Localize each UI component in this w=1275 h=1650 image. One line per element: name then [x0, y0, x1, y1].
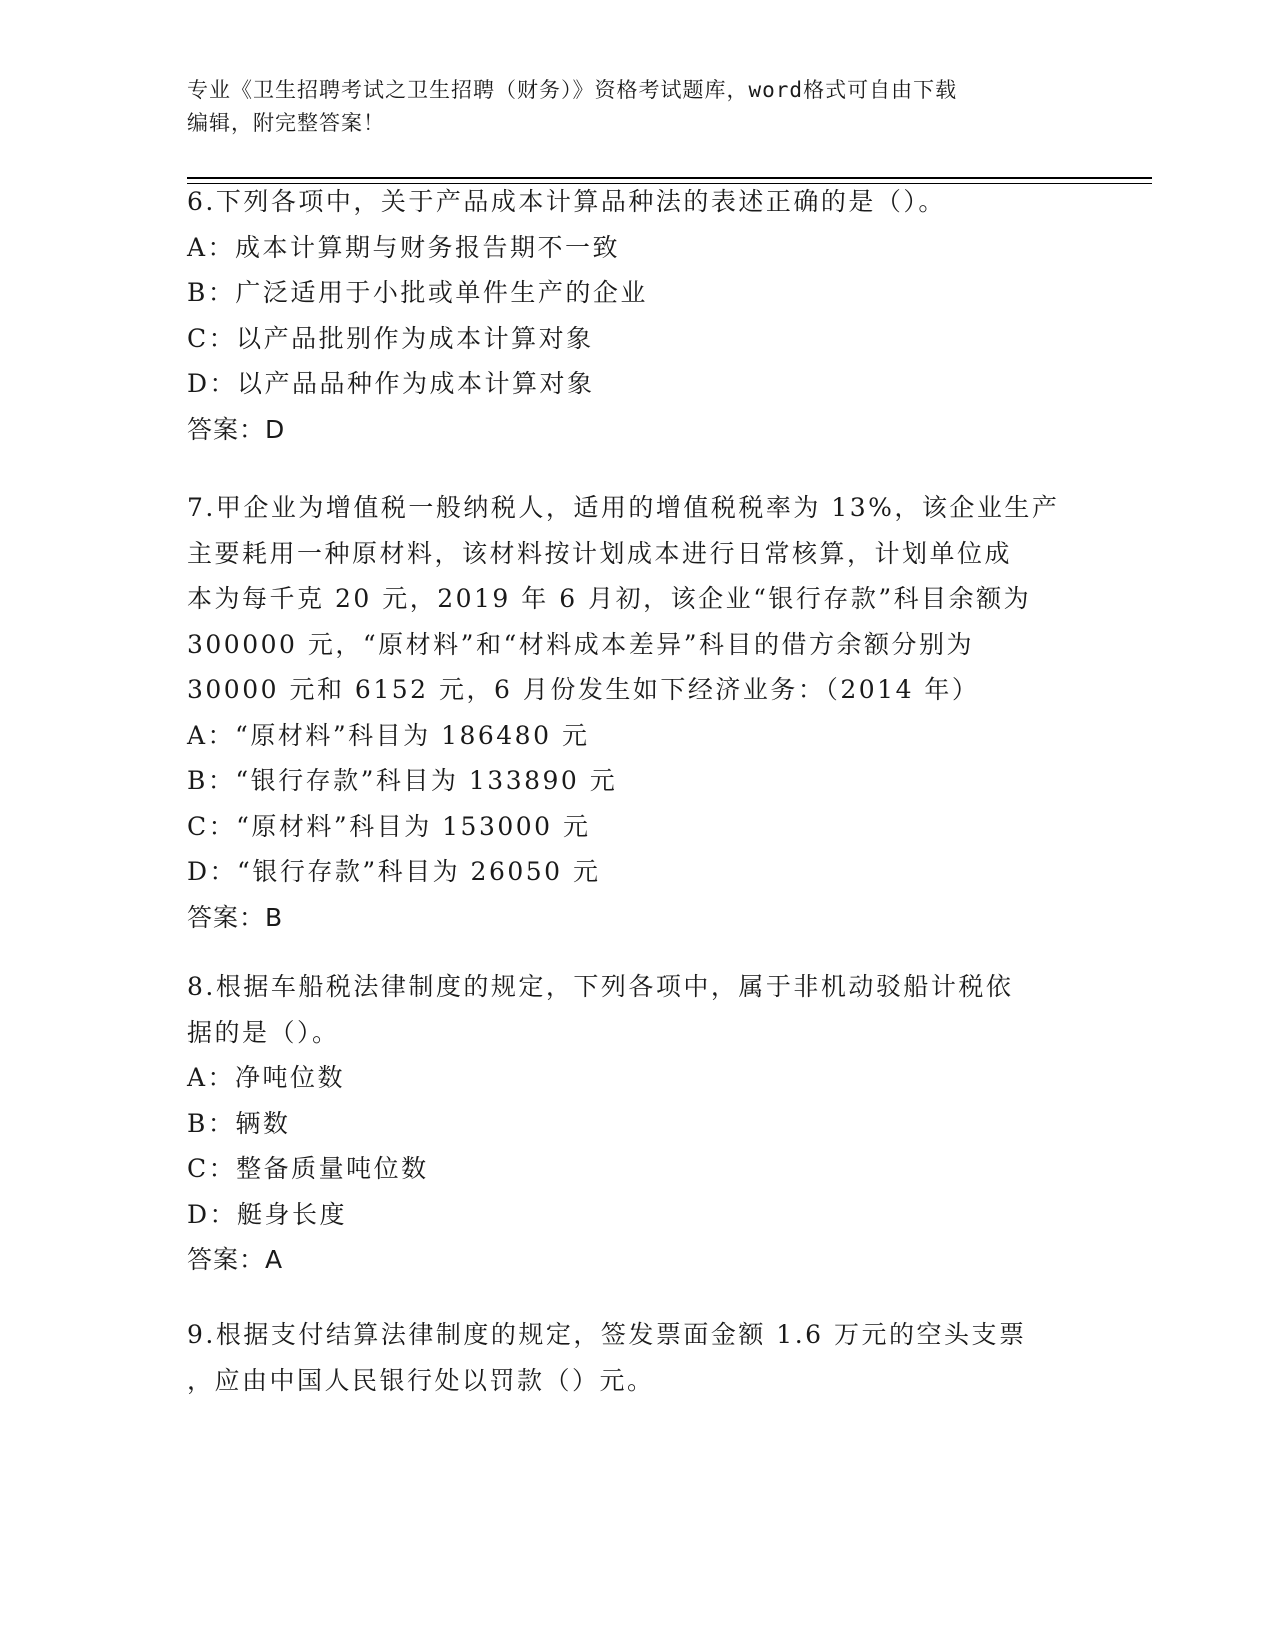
question-stem-line-1: 7.甲企业为增值税一般纳税人，适用的增值税税率为 13%，该企业生产 [187, 493, 1060, 522]
question-stem-line-3: 本为每千克 20 元，2019 年 6 月初，该企业“银行存款”科目余额为 [187, 584, 1032, 613]
header-line-2: 编辑，附完整答案！ [187, 111, 385, 135]
option-c: C：“原材料”科目为 153000 元 [187, 811, 591, 841]
option-a: A：成本计算期与财务报告期不一致 [187, 232, 621, 262]
question-7 [187, 485, 1087, 940]
option-b: B：“银行存款”科目为 133890 元 [187, 766, 618, 795]
question-8 [187, 964, 1087, 1283]
answer-label: 答案：D [187, 414, 286, 444]
question-9 [187, 1312, 1087, 1403]
option-c: C：整备质量吨位数 [187, 1154, 429, 1183]
document-header [187, 74, 1087, 140]
question-6 [187, 179, 1087, 452]
answer-label: 答案：B [187, 902, 284, 932]
header-line-1: 专业《卫生招聘考试之卫生招聘（财务）》资格考试题库，word格式可自由下载 [187, 78, 958, 102]
question-stem: 6.下列各项中，关于产品成本计算品种法的表述正确的是（）。 [187, 187, 946, 216]
question-stem-line-2: 据的是（）。 [187, 1017, 340, 1047]
option-a: A：“原材料”科目为 186480 元 [187, 720, 590, 750]
question-stem-line-2: ，应由中国人民银行处以罚款（）元。 [187, 1365, 655, 1395]
question-stem-line-2: 主要耗用一种原材料，该材料按计划成本进行日常核算，计划单位成 [187, 538, 1013, 568]
question-stem-line-4: 300000 元，“原材料”和“材料成本差异”科目的借方余额分别为 [187, 629, 975, 659]
option-c: C：以产品批别作为成本计算对象 [187, 323, 594, 353]
question-stem-line-1: 8.根据车船税法律制度的规定，下列各项中，属于非机动驳船计税依 [187, 972, 1014, 1001]
option-d: D：以产品品种作为成本计算对象 [187, 369, 595, 398]
option-b: B：广泛适用于小批或单件生产的企业 [187, 278, 648, 307]
question-stem-line-1: 9.根据支付结算法律制度的规定，签发票面金额 1.6 万元的空头支票 [187, 1320, 1027, 1349]
question-stem-line-5: 30000 元和 6152 元，6 月份发生如下经济业务：（2014 年） [187, 675, 980, 704]
option-b: B：辆数 [187, 1108, 291, 1138]
answer-label: 答案：A [187, 1245, 284, 1274]
option-d: D：艇身长度 [187, 1199, 348, 1229]
option-d: D：“银行存款”科目为 26050 元 [187, 857, 601, 886]
option-a: A：净吨位数 [187, 1063, 346, 1092]
